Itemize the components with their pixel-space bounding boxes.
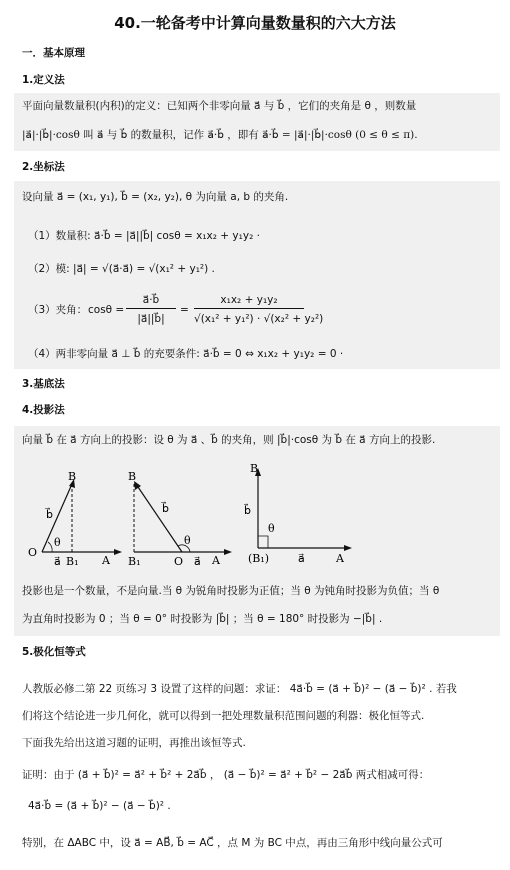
equals-sign: = bbox=[180, 304, 189, 316]
polarization-paragraph-line2: 们将这个结论进一步几何化，就可以得到一把处理数量积范围问题的利器：极化恒等式. bbox=[22, 710, 425, 722]
label-vector-a: a⃗ bbox=[54, 555, 61, 566]
projection-figure-right bbox=[244, 460, 354, 566]
fraction1-denominator: |a⃗||b⃗| bbox=[137, 313, 165, 325]
polarization-paragraph-line3: 下面我先给出这道习题的证明，再推出该恒等式. bbox=[22, 737, 246, 749]
proof-result: 4a⃗·b⃗ = (a⃗ + b⃗)² − (a⃗ − b⃗)² . bbox=[28, 800, 171, 812]
label-vector-b: b⃗ bbox=[162, 502, 169, 515]
label-A: A bbox=[336, 552, 344, 565]
triangle-special-case-text: 特别，在 ΔABC 中，设 a⃗ = AB⃗, b⃗ = AC⃗ ，点 M 为 BC 中点，再由三角形中线向量公式可 bbox=[22, 837, 443, 849]
label-theta: θ bbox=[268, 522, 275, 535]
formula-magnitude: （2）模: |a⃗| = √(a⃗·a⃗) = √(x₁² + y₁²) . bbox=[28, 263, 215, 275]
section-heading-basics: 一．基本原理 bbox=[22, 47, 85, 59]
projection-figure-obtuse bbox=[124, 466, 234, 566]
label-B: B bbox=[128, 470, 137, 483]
label-vector-a: a⃗ bbox=[194, 555, 201, 566]
label-theta: θ bbox=[184, 534, 191, 547]
polarization-paragraph-line1: 人教版必修二第 22 页练习 3 设置了这样的问题：求证： 4a⃗·b⃗ = (a⃗ + b⃗)² − (a⃗ − b⃗)² . 若我 bbox=[22, 683, 457, 695]
heading-definition-method: 1.定义法 bbox=[22, 74, 65, 86]
projection-special-cases: 为直角时投影为 0 ；当 θ = 0° 时投影为 |b⃗| ；当 θ = 180° 时投影为 −|b⃗| . bbox=[22, 613, 383, 625]
label-A: A bbox=[212, 554, 220, 566]
projection-definition-text: 向量 b⃗ 在 a⃗ 方向上的投影：设 θ 为 a⃗ 、b⃗ 的夹角，则 |b⃗|·cosθ 为 b⃗ 在 a⃗ 方向上的投影. bbox=[22, 434, 436, 446]
proof-line1: 证明：由于 (a⃗ + b⃗)² = a⃗² + b⃗² + 2a⃗b⃗ ， (a⃗ − b⃗)² = a⃗² + b⃗² − 2a⃗b⃗ 两式相减可得： bbox=[22, 769, 430, 781]
formula-dot-product: （1）数量积: a⃗·b⃗ = |a⃗||b⃗| cosθ = x₁x₂ + y₁y₂ · bbox=[28, 230, 260, 242]
label-O: O bbox=[174, 555, 184, 566]
label-A: A bbox=[102, 554, 110, 566]
fraction2-numerator: x₁x₂ + y₁y₂ bbox=[220, 294, 278, 306]
formula-angle-lhs: cosθ = bbox=[88, 304, 125, 316]
formula-angle-label: （3）夹角： bbox=[28, 304, 88, 316]
heading-projection-method: 4.投影法 bbox=[22, 404, 65, 416]
label-B: B bbox=[68, 470, 77, 483]
label-O: O bbox=[28, 546, 38, 559]
label-B1-paren: (B₁) bbox=[248, 552, 270, 565]
projection-figure-acute bbox=[24, 466, 124, 566]
page-title: 40.一轮备考中计算向量数量积的六大方法 bbox=[114, 14, 396, 32]
fraction2-bar bbox=[194, 308, 304, 309]
heading-coordinate-method: 2.坐标法 bbox=[22, 161, 65, 173]
coordinate-setup-text: 设向量 a⃗ = (x₁, y₁), b⃗ = (x₂, y₂), θ 为向量 a, b 的夹角. bbox=[22, 191, 289, 203]
definition-paragraph-line2: |a⃗|·|b⃗|·cosθ 叫 a⃗ 与 b⃗ 的数量积，记作 a⃗·b⃗ ，即有 a⃗·b⃗ = |a⃗|·|b⃗|·cosθ (0 ≤ θ ≤ π). bbox=[22, 129, 418, 141]
projection-sign-text: 投影也是一个数量，不是向量.当 θ 为锐角时投影为正值；当 θ 为钝角时投影为负值；当 θ bbox=[22, 585, 440, 597]
formula-perpendicular: （4）两非零向量 a⃗ ⊥ b⃗ 的充要条件: a⃗·b⃗ = 0 ⇔ x₁x₂ + y₁y₂ = 0 · bbox=[28, 348, 344, 360]
heading-basis-method: 3.基底法 bbox=[22, 378, 65, 390]
fraction2-denominator: √(x₁² + y₁²) · √(x₂² + y₂²) bbox=[194, 313, 324, 325]
heading-polarization-identity: 5.极化恒等式 bbox=[22, 646, 86, 658]
fraction1-bar bbox=[126, 308, 176, 309]
label-vector-b: b⃗ bbox=[244, 504, 251, 517]
definition-paragraph-line1: 平面向量数量积(内积)的定义：已知两个非零向量 a⃗ 与 b⃗ ，它们的夹角是 θ ，则数量 bbox=[22, 100, 417, 112]
label-B: B bbox=[250, 462, 259, 475]
fraction1-numerator: a⃗·b⃗ bbox=[142, 294, 160, 306]
label-vector-b: b⃗ bbox=[46, 508, 53, 521]
label-vector-a: a⃗ bbox=[298, 552, 305, 565]
label-B1: B₁ bbox=[66, 555, 79, 566]
label-theta: θ bbox=[54, 536, 61, 549]
label-B1: B₁ bbox=[128, 555, 141, 566]
